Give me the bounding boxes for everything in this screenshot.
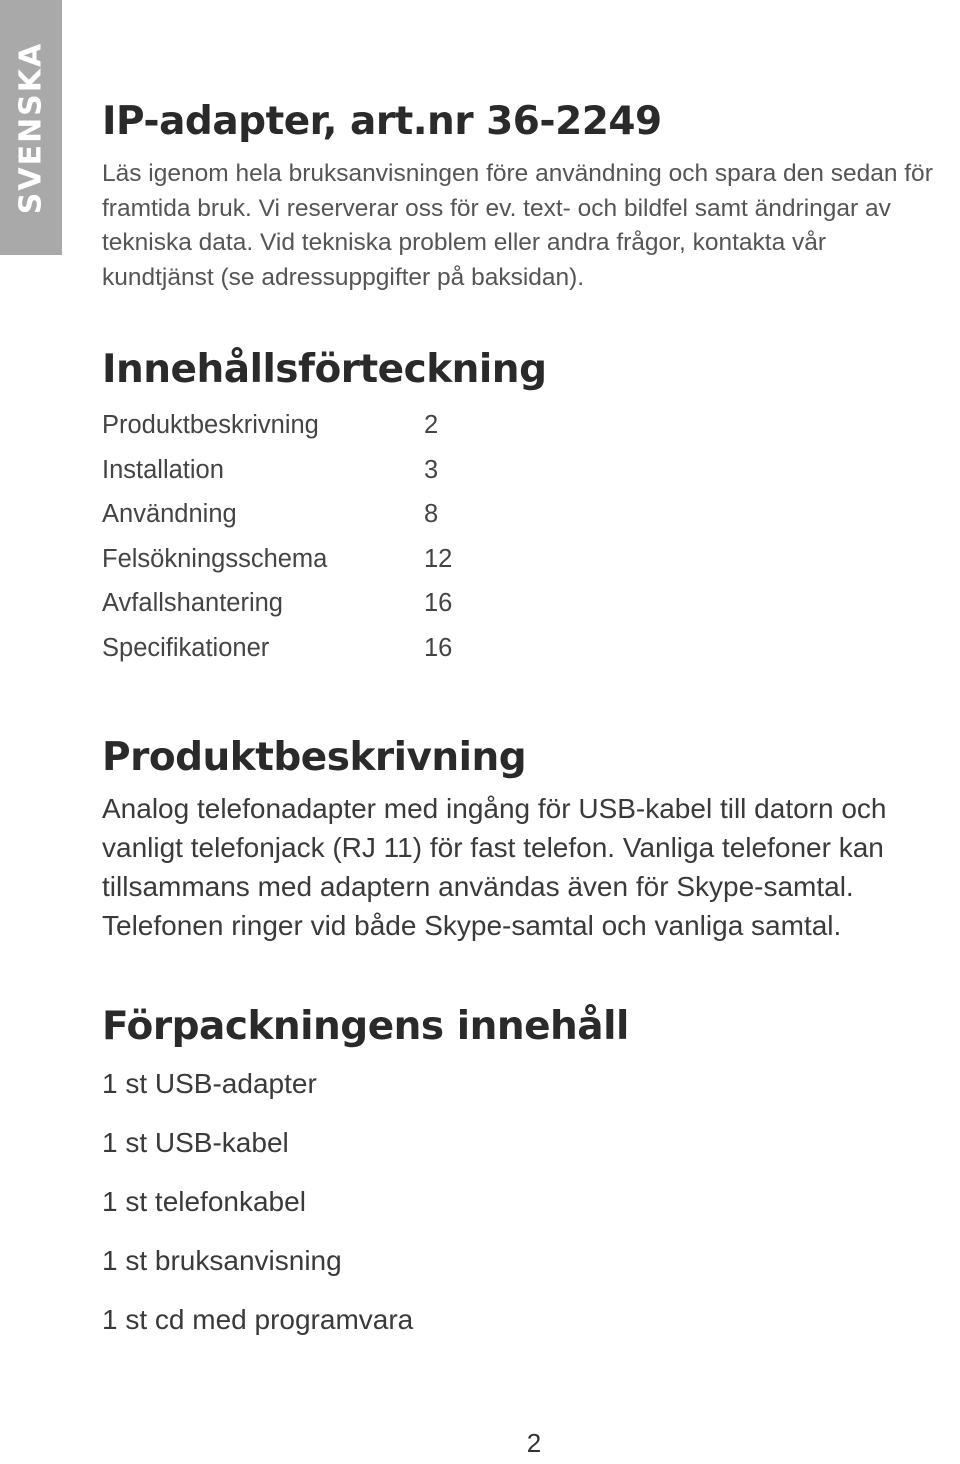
package-heading: Förpackningens innehåll <box>102 1003 629 1049</box>
toc-row <box>102 626 942 671</box>
package-list <box>102 1054 942 1350</box>
toc-page: 3 <box>424 455 439 484</box>
page-title: IP-adapter, art.nr 36-2249 <box>102 99 662 144</box>
page-content <box>102 95 942 1350</box>
list-item: 1 st USB-adapter <box>102 1067 317 1099</box>
list-item: 1 st cd med programvara <box>102 1304 414 1336</box>
toc-row <box>102 492 942 537</box>
toc-page: 2 <box>424 411 439 439</box>
toc-row <box>102 403 942 448</box>
toc-label: Avfallshantering <box>102 589 283 618</box>
language-tab-label: SVENSKA <box>13 41 49 214</box>
toc-row <box>102 581 942 626</box>
toc-row <box>102 537 942 582</box>
toc-page: 16 <box>424 633 453 662</box>
toc-label: Användning <box>102 500 237 529</box>
toc-heading: Innehållsförteckning <box>102 347 547 392</box>
product-description: Analog telefonadapter med ingång för USB-kabel till datorn och vanligt telefonjack (RJ 11) för fast telefon. Vanliga telefoner kan tillsammans med adaptern användas även för Skype-samtal. Telefonen ringer vid både Skype-samtal och vanliga samtal. <box>102 792 887 941</box>
intro-paragraph: Läs igenom hela bruksanvisningen före användning och spara den sedan för framtida bruk. Vi reserverar oss för ev. text- och bildfel samt ändringar av tekniska data. Vid tekniska problem eller andra frågor, kontakta vår kundtjänst (se adressuppgifter på baksidan). <box>102 160 933 291</box>
toc-page: 16 <box>424 589 453 618</box>
list-item: 1 st bruksanvisning <box>102 1245 342 1277</box>
toc-page: 12 <box>424 544 453 573</box>
toc-label: Installation <box>102 455 224 484</box>
toc-label: Felsökningsschema <box>102 544 328 573</box>
page-number: 2 <box>526 1428 542 1458</box>
toc-label: Specifikationer <box>102 633 270 662</box>
language-tab <box>0 0 62 255</box>
product-heading: Produktbeskrivning <box>102 734 527 780</box>
toc-page: 8 <box>424 500 439 529</box>
toc-row <box>102 448 942 493</box>
table-of-contents <box>102 403 942 671</box>
toc-label: Produktbeskrivning <box>102 411 319 439</box>
list-item: 1 st USB-kabel <box>102 1126 289 1158</box>
list-item: 1 st telefonkabel <box>102 1185 306 1217</box>
